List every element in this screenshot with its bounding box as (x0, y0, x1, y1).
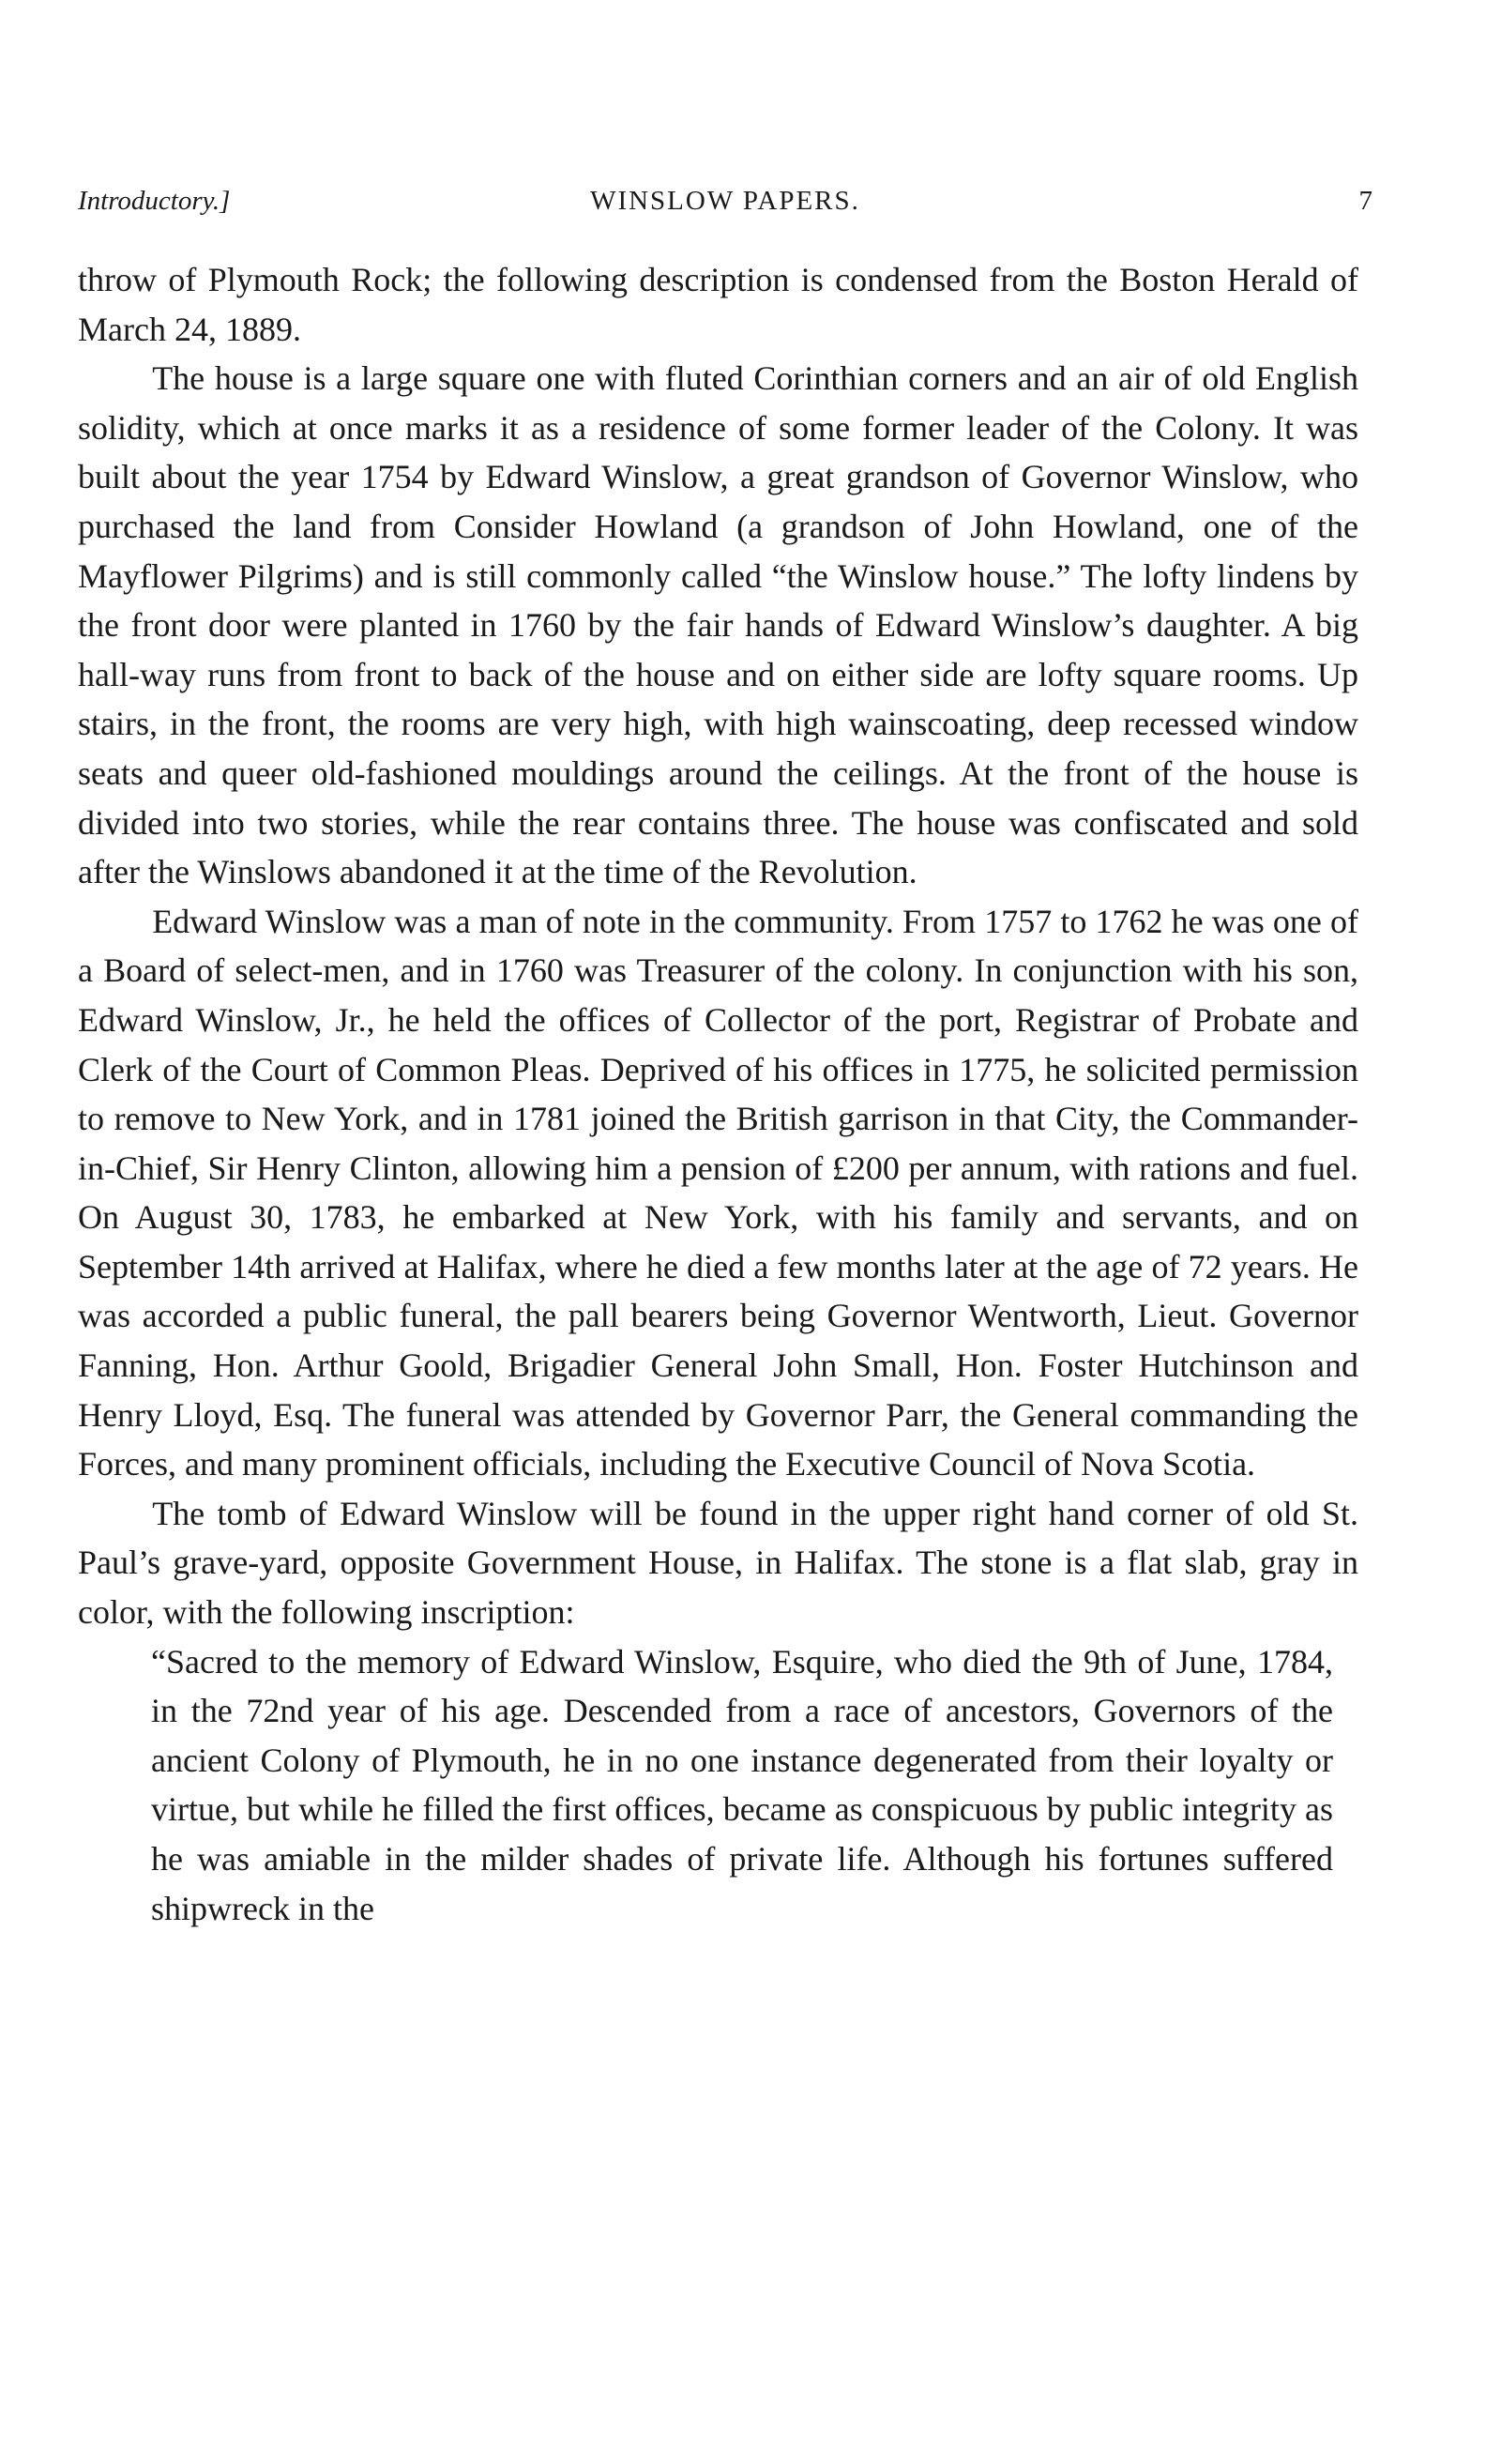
paragraph-tomb: The tomb of Edward Winslow will be found in the upper right hand corner of old St. Paul’s grave-yard, opposite Government House, in Halifax. The stone is a flat slab, gray in color, with the following inscription: (78, 1494, 1358, 1632)
paragraph-house-description: The house is a large square one with fluted Corinthian corners and an air of old English solidity, which at once marks it as a residence of some former leader of the Colony. It was built about the year 1754 by Edward Winslow, a great grandson of Governor Winslow, who purchased the land from Consider Howland (a grandson of John Howland, one of the Mayflower Pilgrims) and is still commonly called “the Winslow house.” The lofty lindens by the front door were planted in 1760 by the fair hands of Edward Winslow’s daughter. A big hall-way runs from front to back of the house and on either side are lofty square rooms. Up stairs, in the front, the rooms are very high, with high wainscoating, deep recessed window seats and queer old-fashioned mouldings around the ceilings. At the front of the house is divided into two stories, while the rear contains three. The house was confiscated and sold after the Winslows abandoned it at the time of the Revolution. (78, 359, 1358, 891)
running-title: WINSLOW PAPERS. (590, 186, 860, 216)
page-number: 7 (1358, 186, 1372, 216)
section-label: Introductory.] (78, 186, 231, 216)
tomb-inscription-quote: “Sacred to the memory of Edward Winslow, Esquire, who died the 9th of June, 1784, in the 72nd year of his age. Descended from a race of ancestors, Governors of the ancient Colony of Plymouth, he in no one instance degenerated from their loyalty or virtue, but while he filled the first offices, became as conspicuous by public integrity as he was amiable in the milder shades of private life. Although his fortunes suffered shipwreck in the (151, 1642, 1333, 1927)
paragraph-edward-winslow: Edward Winslow was a man of note in the community. From 1757 to 1762 he was one of a Board of select-men, and in 1760 was Treasurer of the colony. In conjunction with his son, Edward Winslow, Jr., he held the offices of Collector of the port, Registrar of Probate and Clerk of the Court of Common Pleas. Deprived of his offices in 1775, he solicited permission to remove to New York, and in 1781 joined the British garrison in that City, the Commander-in-Chief, Sir Henry Clinton, allowing him a pension of £200 per annum, with rations and fuel. On August 30, 1783, he embarked at New York, with his family and servants, and on September 14th arrived at Halifax, where he died a few months later at the age of 72 years. He was accorded a public funeral, the pall bearers being Governor Wentworth, Lieut. Governor Fanning, Hon. Arthur Goold, Brigadier General John Small, Hon. Foster Hutchinson and Henry Lloyd, Esq. The funeral was attended by Governor Parr, the General commanding the Forces, and many prominent officials, including the Executive Council of Nova Scotia. (78, 902, 1358, 1483)
running-head (78, 186, 1372, 227)
body-text (78, 255, 1358, 1933)
paragraph-continuation: throw of Plymouth Rock; the following description is condensed from the Boston Herald of March 24, 1889. (78, 261, 1358, 348)
